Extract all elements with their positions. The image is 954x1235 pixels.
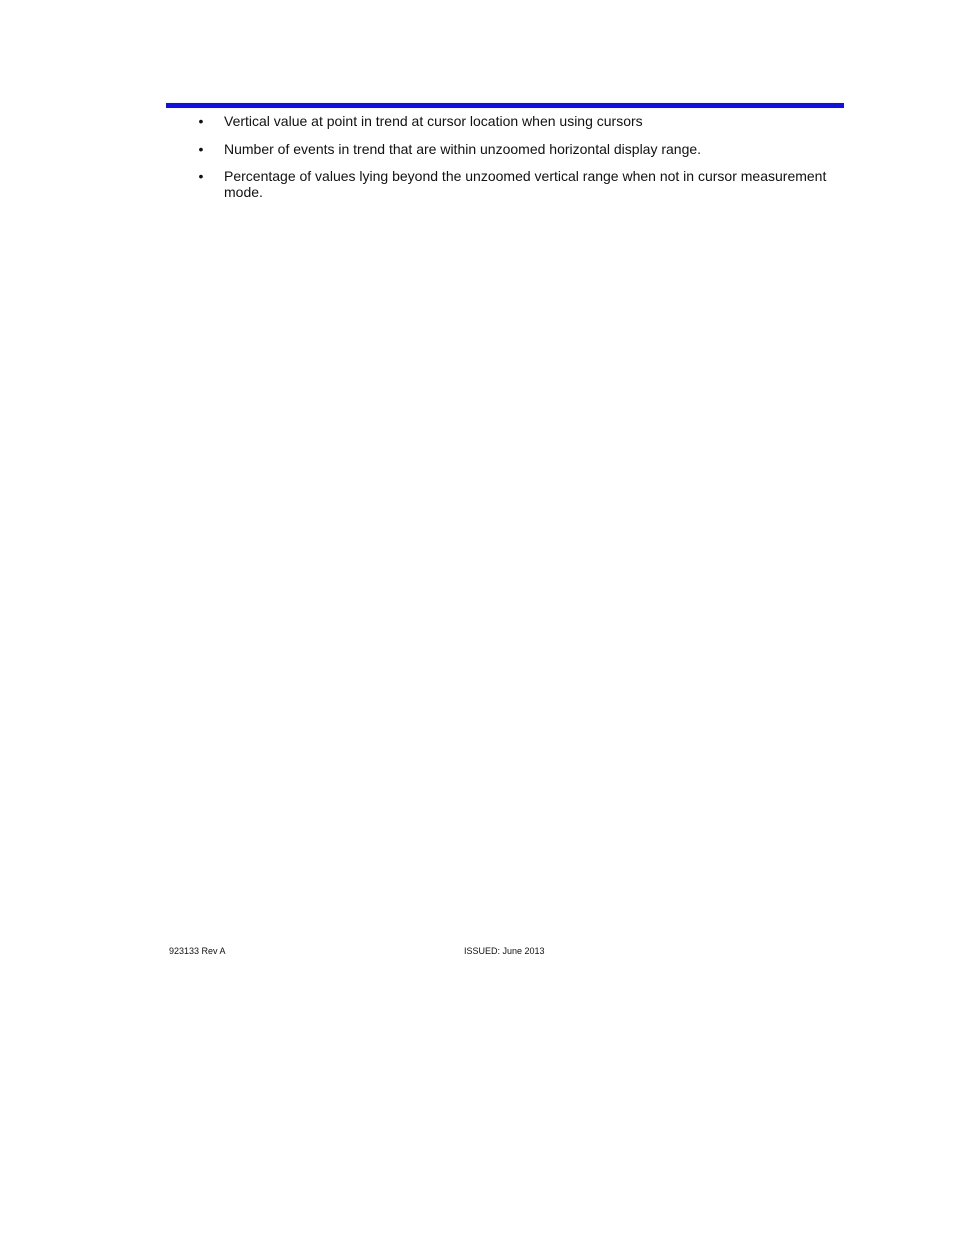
list-item-text: Percentage of values lying beyond the unzoomed vertical range when not in cursor measurement mode.: [224, 168, 827, 200]
list-item: [166, 113, 838, 129]
header-rule: [166, 103, 844, 108]
list-item-text: Vertical value at point in trend at cursor location when using cursors: [224, 113, 643, 129]
list-item-text: Number of events in trend that are within unzoomed horizontal display range.: [224, 141, 702, 157]
list-item: [166, 141, 838, 157]
footer-doc-number: 923133 Rev A: [169, 946, 226, 956]
bullet-icon: •: [198, 113, 204, 129]
bullet-list: [166, 113, 838, 212]
list-item: [166, 168, 838, 200]
bullet-icon: •: [198, 141, 204, 157]
bullet-icon: •: [198, 168, 204, 184]
footer-issued-date: ISSUED: June 2013: [464, 946, 545, 956]
